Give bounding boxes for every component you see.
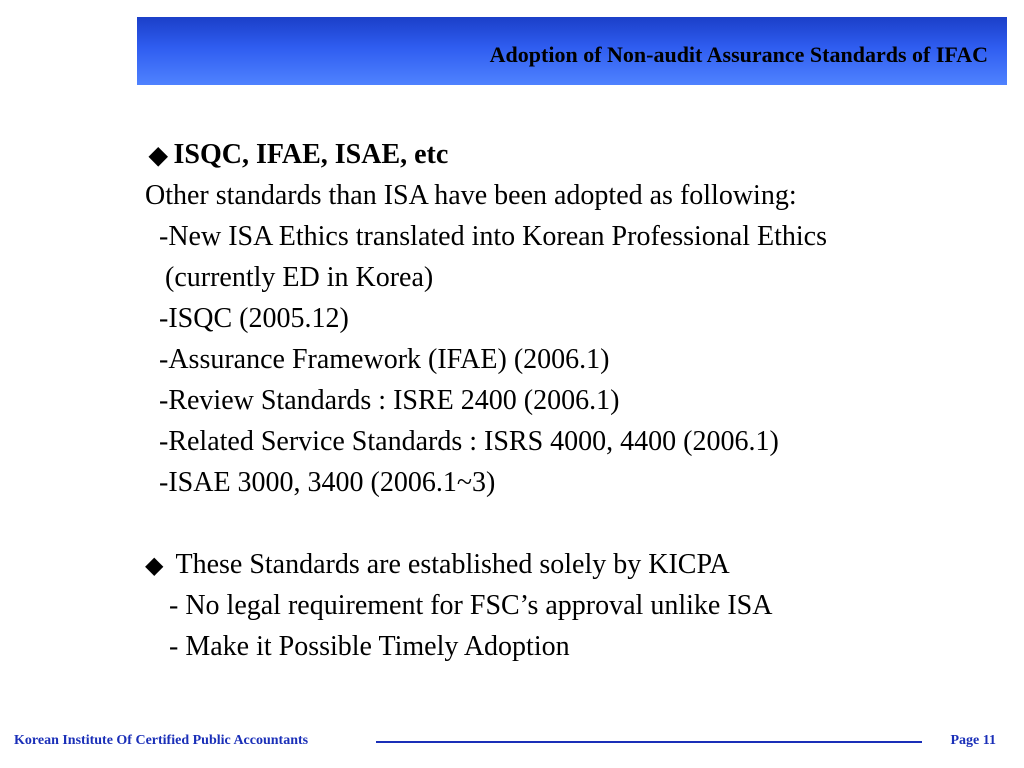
section1-intro: Other standards than ISA have been adopted as following: [145,180,797,211]
list-item: -ISQC (2005.12) [159,303,349,334]
footer-organization: Korean Institute Of Certified Public Accountants [14,733,309,748]
list-item: -Review Standards : ISRE 2400 (2006.1) [159,385,620,416]
list-item: -Assurance Framework (IFAE) (2006.1) [159,344,610,375]
footer [0,726,1024,756]
section1-heading-line [145,134,1005,175]
section2-heading-line [145,544,1005,585]
slide-title: Adoption of Non-audit Assurance Standards of IFAC [489,42,988,67]
diamond-bullet-icon: ◆ [145,553,164,579]
diamond-bullet-icon: ◆ [149,143,168,169]
list-item: - Make it Possible Timely Adoption [169,631,570,662]
list-item: -New ISA Ethics translated into Korean Professional Ethics [159,221,827,252]
footer-divider [376,741,922,743]
list-item: -ISAE 3000, 3400 (2006.1~3) [159,467,496,498]
list-item: - No legal requirement for FSC’s approval unlike ISA [169,590,773,621]
list-item: -Related Service Standards : ISRS 4000, 4400 (2006.1) [159,426,779,457]
section1-heading: ISQC, IFAE, ISAE, etc [173,139,449,170]
section2-heading: These Standards are established solely by KICPA [175,549,730,580]
slide-content [145,134,1005,667]
page-number: Page 11 [950,733,996,748]
spacer [145,503,1005,544]
list-item: (currently ED in Korea) [165,262,434,293]
